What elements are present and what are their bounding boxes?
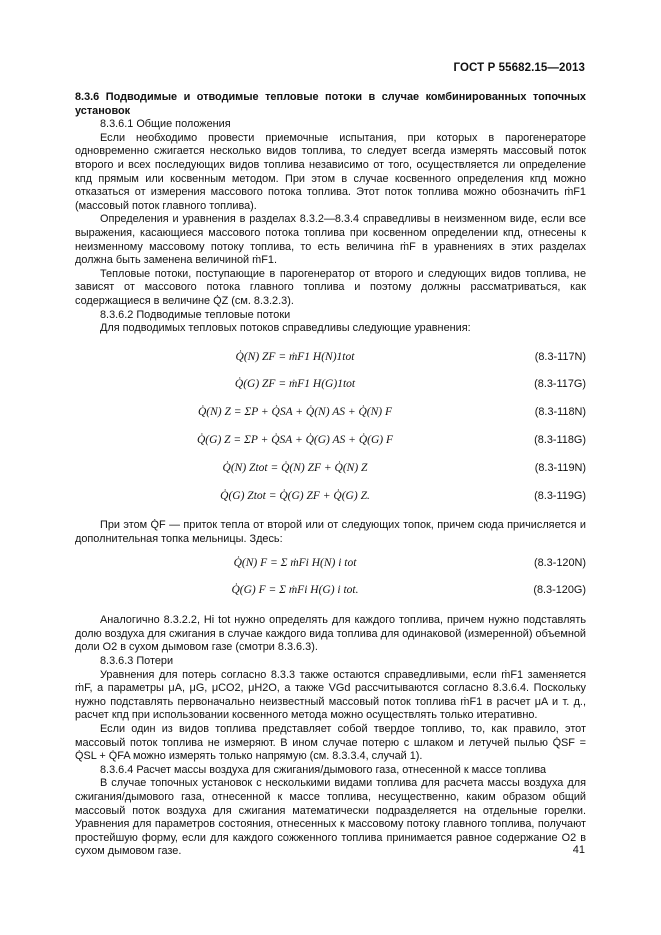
equation [75, 553, 586, 581]
equation-formula: Q̇(G) Z = ΣP + Q̇SA + Q̇(G) AS + Q̇(G) F [197, 434, 393, 447]
equation-number: (8.3-118G) [534, 434, 586, 447]
paragraph: В случае топочных установок с несколькими видами топлива для расчета массы воздуха для сжигания/дымового газа, отнесенной к массе топлива, несущественно, каким образом общий массовый поток воздуха для сжигания математически подразделяется на отдельные горелки. Уравнения для параметров состояния, отнесенных к массовому потоку главного топлива, получают простейшую форму, если для каждого сожженного топлива принимается равное содержание O2 в сухом дымовом газе. [75, 777, 586, 858]
equation [75, 374, 586, 402]
equation-number: (8.3-119N) [534, 461, 586, 474]
subsection-title: 8.3.6.2 Подводимые тепловые потоки [100, 308, 291, 321]
equation-number: (8.3-120G) [533, 584, 586, 597]
paragraph: Уравнения для потерь согласно 8.3.3 также остаются справедливыми, если ṁF1 заменяется ṁF, а параметры μA, μG, μCO2, μH2O, а также VGd рассчитываются согласно 8.3.6.4. Поскольку нужно подставлять первоначально неизвестный массовый поток топлива ṁF1 в расчет μA и т. д., расчет кпд при использовании косвенного метода можно осуществлять только итеративно. [75, 668, 586, 722]
equation-block [75, 553, 586, 609]
equation-number: (8.3-119G) [534, 489, 586, 502]
equation-formula: Q̇(N) Z = ΣP + Q̇SA + Q̇(N) AS + Q̇(N) F [197, 406, 393, 419]
equation-number: (8.3-117G) [534, 378, 586, 391]
subsection-title: 8.3.6.4 Расчет массы воздуха для сжигания/дымового газа, отнесенной к массе топлива [100, 763, 547, 776]
paragraph: При этом Q̇F — приток тепла от второй или от следующих топок, причем сюда причисляется и дополнительная топка мельницы. Здесь: [75, 519, 586, 546]
paragraph: Тепловые потоки, поступающие в парогенератор от второго и следующих видов топлива, не зависят от массового потока главного топлива и поэтому должны рассматриваться, как содержащиеся в величине Q̇Z (см. 8.3.2.3). [75, 267, 586, 307]
paragraph: Определения и уравнения в разделах 8.3.2—8.3.4 справедливы в неизменном виде, если все выражения, касающиеся массового потока топлива при косвенном определении кпд, отнесены к неизменному массовому потоку топлива, то есть величина ṁF в уравнениях в этих разделах должна быть заменена величиной ṁF1. [75, 213, 586, 267]
subsection-title: 8.3.6.3 Потери [100, 655, 174, 668]
spacer [75, 336, 586, 347]
equation [75, 430, 586, 458]
equation-formula: Q̇(N) Ztot = Q̇(N) ZF + Q̇(N) Z [222, 461, 368, 474]
page-number: 41 [572, 844, 585, 856]
equation-formula: Q̇(G) F = Σ ṁFi H(G) i tot. [231, 584, 359, 597]
paragraph: Если необходимо провести приемочные испытания, при которых в парогенераторе одновременно сжигается несколько видов топлива, то следует всегда измерять массовый поток второго и всех последующих видов топлива независимо от того, осуществляется ли определение кпд прямым или косвенным методом. При этом в случае косвенного определения кпд можно отказаться от измерения массового потока топлива. Этот поток топлива можно обозначить ṁF1 (массовый поток главного топлива). [75, 131, 586, 212]
equation-number: (8.3-118N) [534, 406, 586, 419]
paragraph: Если один из видов топлива представляет собой твердое топливо, то, как правило, этот массовый поток топлива не измеряют. В ином случае потерю с шлаком и летучей пылью Q̇SF = Q̇SL + Q̇FA можно измерять только напрямую (см. 8.3.3.4, случай 1). [75, 723, 586, 763]
equation-formula: Q̇(G) ZF = ṁF1 H(G)1tot [234, 378, 356, 391]
equation [75, 458, 586, 486]
equation-block [75, 347, 586, 514]
equation-formula: Q̇(G) Ztot = Q̇(G) ZF + Q̇(G) Z. [220, 489, 370, 502]
standard-code: ГОСТ Р 55682.15—2013 [453, 62, 585, 74]
paragraph: Для подводимых тепловых потоков справедливы следующие уравнения: [100, 322, 471, 335]
equation-formula: Q̇(N) ZF = ṁF1 H(N)1tot [235, 350, 355, 363]
paragraph: Аналогично 8.3.2.2, Hi tot нужно определять для каждого топлива, причем нужно подставлять долю воздуха для сжигания в случае каждого вида топлива для одинаковой (измеренной) объемной доли O2 в сухом дымовом газе (смотри 8.3.6.3). [75, 614, 586, 654]
equation [75, 402, 586, 430]
equation-number: (8.3-117N) [534, 350, 586, 363]
section-title: 8.3.6 Подводимые и отводимые тепловые потоки в случае комбинированных топочных установок [75, 91, 586, 117]
equation-number: (8.3-120N) [533, 556, 586, 569]
equation-formula: Q̇(N) F = Σ ṁFi H(N) i tot [233, 556, 357, 569]
subsection-title: 8.3.6.1 Общие положения [100, 118, 231, 131]
equation [75, 580, 586, 608]
section-content [75, 91, 586, 859]
equation [75, 486, 586, 514]
equation [75, 347, 586, 375]
